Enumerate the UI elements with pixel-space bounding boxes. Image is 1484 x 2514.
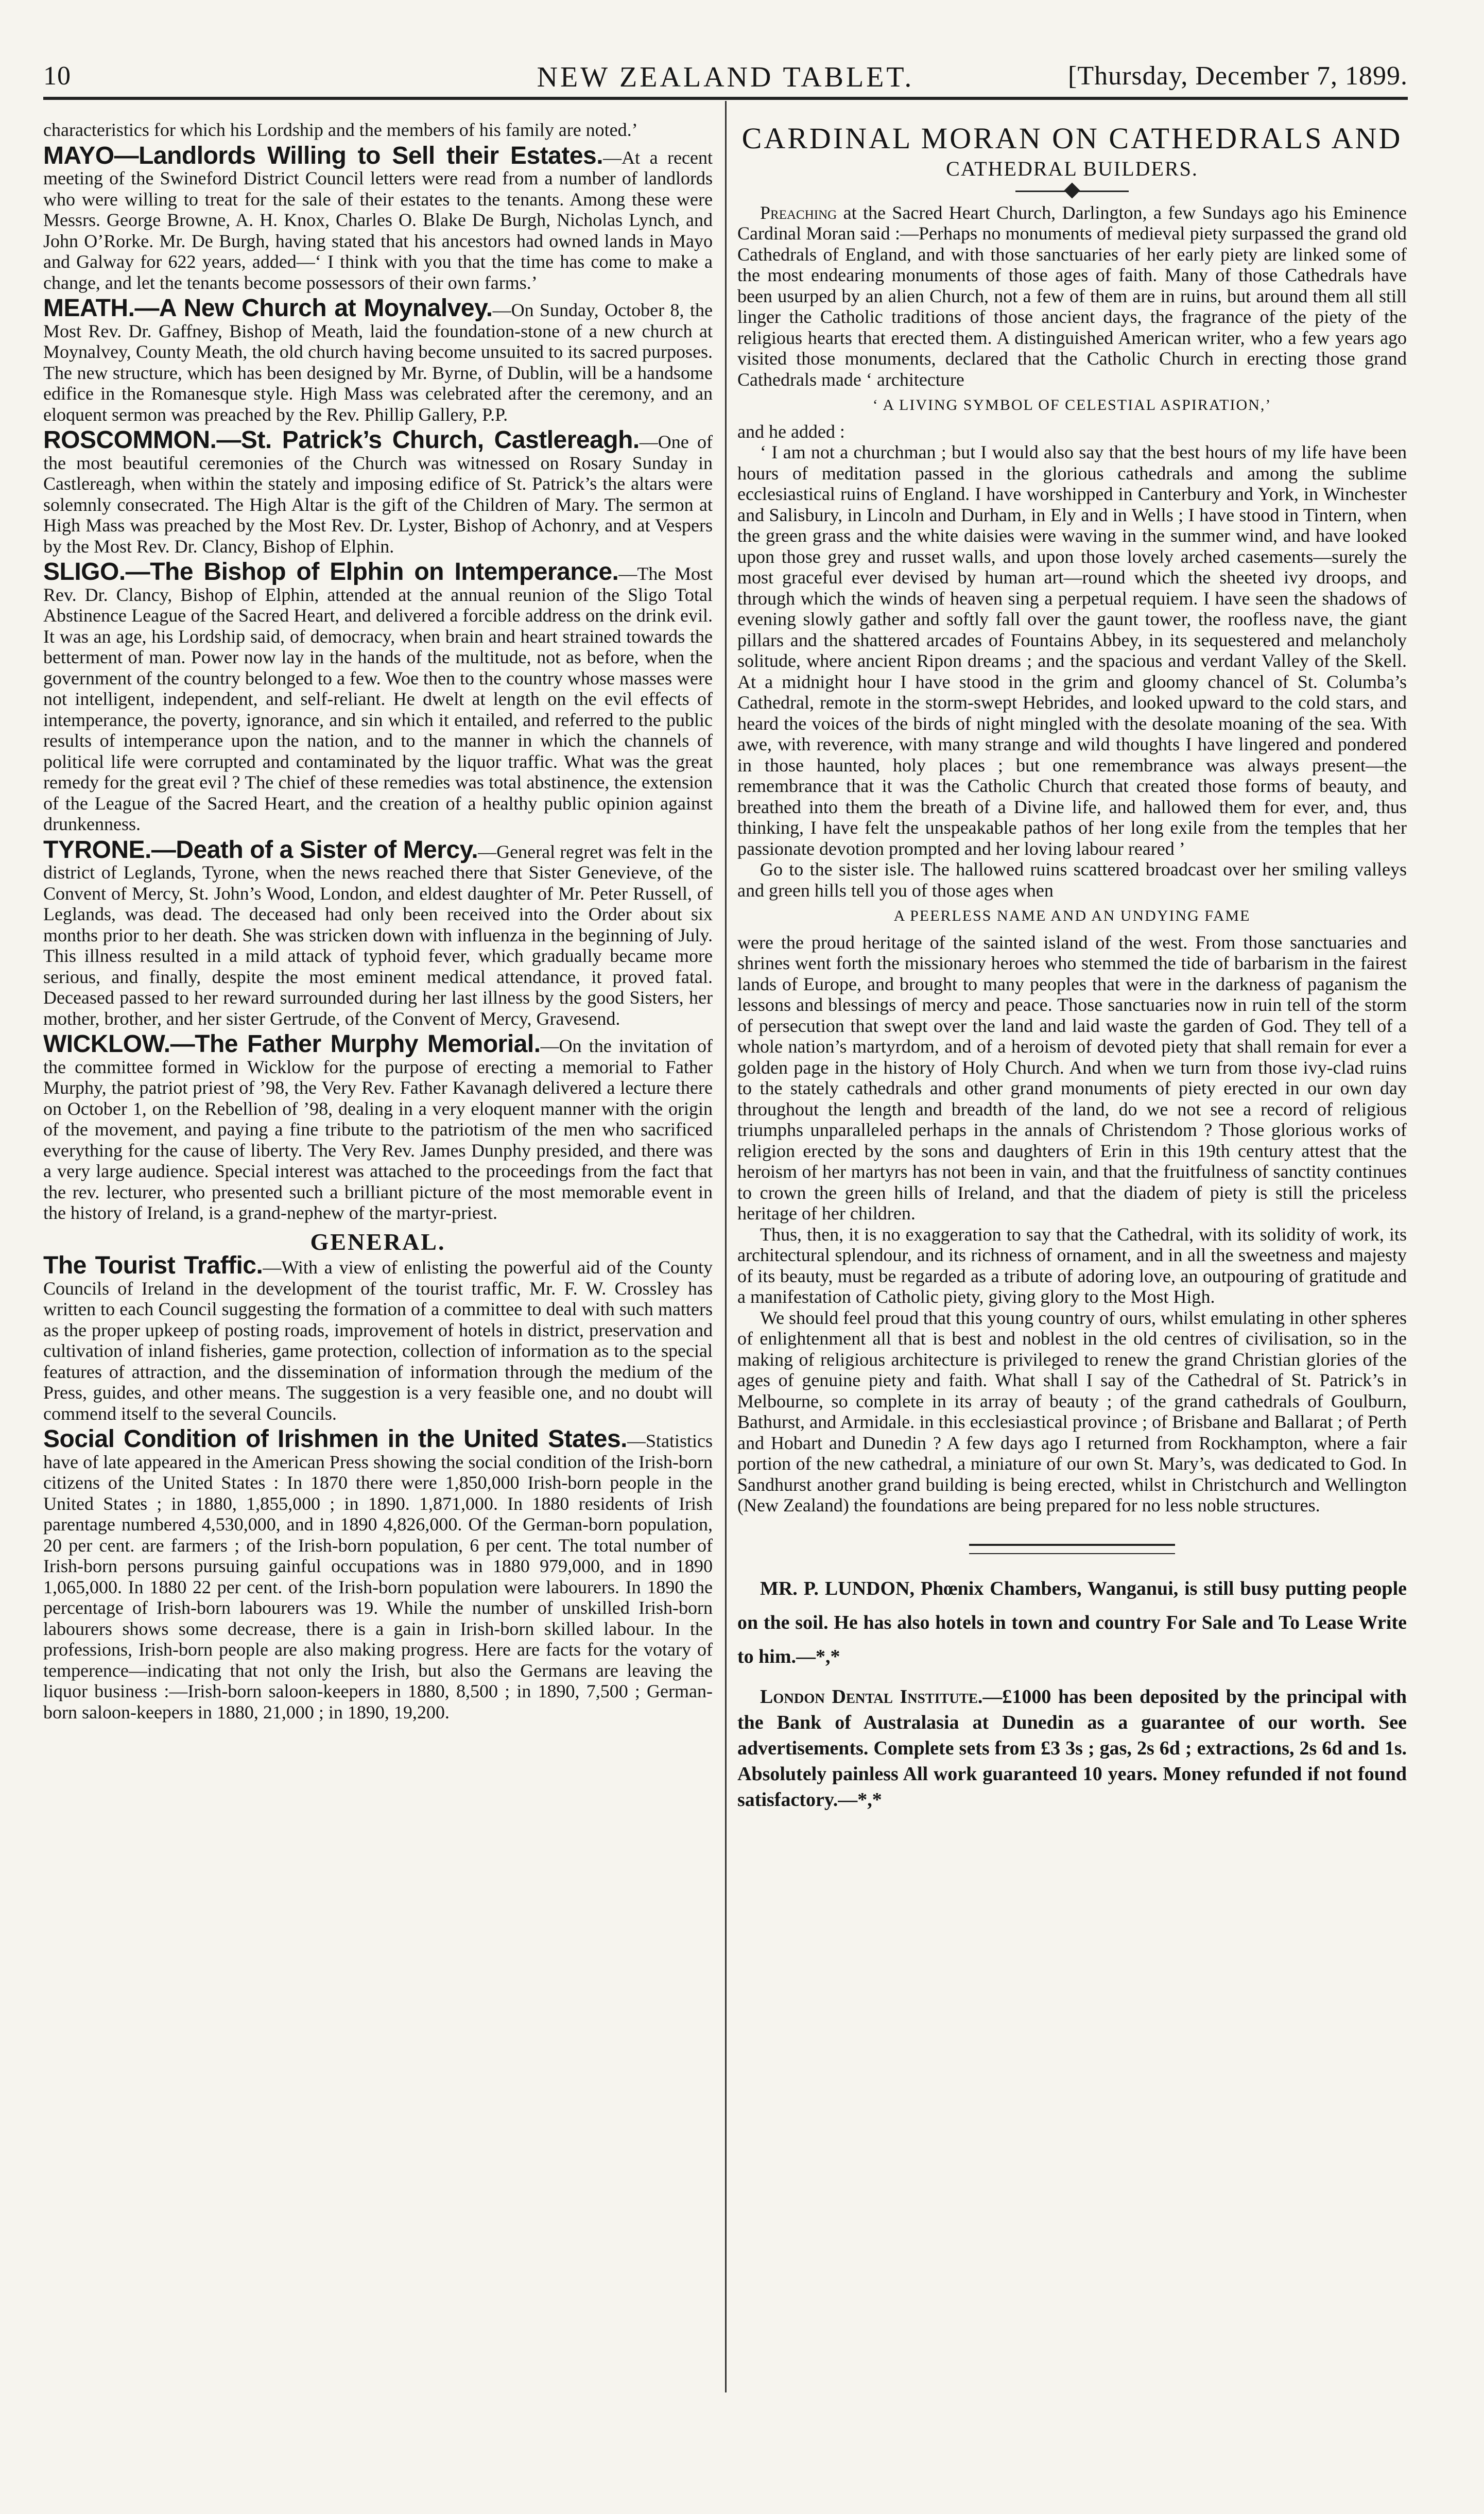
article-body: —On the invitation of the committee formed in Wicklow for the purpose of erecting a memorial to Father Murphy, the patriot priest of ’98, the Very Rev. Father Kavanagh delivered a lecture there on October 1, on the Rebellion of ’98, dealing in a very eloquent manner with the origin of the movement, and paying a fine tribute to the patriotism of the men who sacrificed everything for the cause of liberty. The Very Rev. James Dunphy presided, and there was a very large audience. Special interest was attached to the proceedings from the fact that the rev. lecturer, who presented such a brilliant picture of the most memorable event in the history of Ireland, is a grand-nephew of the martyr-priest. — [43, 1036, 713, 1223]
cardinal-paragraph: We should feel proud that this young country of ours, whilst emulating in other spheres of enlightenment all that is best and noblest in the old centres of civilisation, so in the making of religious architecture is privileged to renew the grand Christian glories of the ages of genuine piety and faith. What shall I say of the Cathedral of St. Patrick’s in Melbourne, so complete in its array of beauty ; of the grand cathedrals of Goulburn, Bathurst, and Armidale. in this ecclesiastical province ; of Brisbane and Ballarat ; of Perth and Hobart and Dunedin ? A few days ago I returned from Rockhampton, where a fair portion of the new cathedral, a miniature of our own St. Mary’s, was dedicated to God. In Sandhurst another grand building is being erected, whilst in Christchurch and Wellington (New Zealand) the foundations are being prepared for no less noble structures. — [737, 1307, 1407, 1516]
article-body: —With a view of enlisting the powerful aid of the County Councils of Ireland in the development of the tourist traffic, Mr. F. W. Crossley has written to each Council suggesting the formation of a committee to deal with such matters as the proper upkeep of posting roads, improvement of hotels in district, preservation and cultivation of inland fisheries, game protection, collection of information as to the special features of attraction, and the dissemination of information through the medium of the Press, guides, and other means. The suggestion is a very feasible one, and no doubt will commend itself to the several Councils. — [43, 1257, 713, 1424]
section-divider — [969, 1544, 1175, 1554]
article-body: —The Most Rev. Dr. Clancy, Bishop of Elphin, attended at the annual reunion of the Sligo Total Abstinence League of the Sacred Heart, and delivered a forcible address on the drink evil. It was an age, his Lordship said, of democracy, when brain and heart strained towards the betterment of man. Power now lay in the hands of the multitude, not as before, when the government of the country belonged to a few. Woe then to the country whose masses were not intelligent, independent, and self-reliant. He dwelt at length on the evil effects of intemperance, the poverty, ignorance, and sin which it entailed, and referred to the public results of intemperance upon the nation, and to the manner in which the channels of political life were corrupted and contaminated by the liquor traffic. What was the great remedy for the great evil ? The chief of these remedies was total abstinence, the extension of the League of the Sacred Heart, and the creation of a healthy public opinion against drunkenness. — [43, 563, 713, 834]
article-tourist — [43, 1252, 713, 1424]
article-tyrone — [43, 836, 713, 1029]
article-body: —General regret was felt in the district of Leglands, Tyrone, when the news reached there that Sister Genevieve, of the Convent of Mercy, St. John’s Wood, London, and eldest daughter of Mr. Peter Russell, of Leglands, was dead. The deceased had only been received into the Order about six months prior to her death. She was stricken down with influenza in the beginning of July. This illness resulted in a mild attack of typhoid fever, which gradually became more serious, and finally, despite the most eminent medical attendance, it proved fatal. Deceased passed to her reward surrounded during her last illness by the good Sisters, her mother, brother, and her sister Gertrude, of the Convent of Mercy, Gravesend. — [43, 841, 713, 1029]
left-column — [43, 119, 713, 1723]
article-subtitle: CATHEDRAL BUILDERS. — [946, 157, 1198, 180]
inline-caption: A PEERLESS NAME AND AN UNDYING FAME — [893, 907, 1251, 924]
intro-paragraph: characteristics for which his Lordship and the members of his family are noted.’ — [43, 119, 638, 140]
article-social — [43, 1425, 713, 1723]
article-heading: WICKLOW.—The Father Murphy Memorial. — [43, 1030, 541, 1058]
article-heading: MEATH.—A New Church at Moynalvey. — [43, 295, 493, 322]
cardinal-paragraph: Preaching at the Sacred Heart Church, Darlington, a few Sundays ago his Eminence Cardinal Moran said :—Perhaps no monuments of medieval piety surpassed the grand old Cathedrals of England, and with those sanctuaries of her early piety are linked some of the most endearing monuments of those ages of faith. Many of those Cathedrals have been usurped by an alien Church, not a few of them are in ruins, but around them all still linger the Catholic traditions of those ancient days, the fragrance of the piety of the religious hearts that erected them. A distinguished American writer, who a few years ago visited those monuments, declared that the Catholic Church in erecting those grand Cathedrals made ‘ architecture — [737, 202, 1407, 390]
article-heading: MAYO—Landlords Willing to Sell their Estates. — [43, 142, 603, 169]
cardinal-paragraph: Go to the sister isle. The hallowed ruins scattered broadcast over her smiling valleys and green hills tell you of those ages when — [737, 859, 1407, 901]
article-roscommon — [43, 426, 713, 557]
ornament-rule — [737, 180, 1407, 202]
article-meath — [43, 295, 713, 425]
article-heading: ROSCOMMON.—St. Patrick’s Church, Castlereagh. — [43, 426, 640, 454]
article-title: CARDINAL MORAN ON CATHEDRALS AND — [741, 122, 1403, 155]
article-heading: Social Condition of Irishmen in the United States. — [43, 1425, 627, 1453]
page-number: 10 — [43, 61, 71, 91]
diamond-icon — [1064, 182, 1080, 198]
cardinal-paragraph: were the proud heritage of the sainted island of the west. From those sanctuaries and shrines went forth the missionary heroes who stemmed the tide of barbarism in the fairest lands of Europe, and brought to many peoples that were in the darkness of paganism the lessons and blessings of mercy and peace. Those sanctuaries now in ruin tell of the storm of persecution that swept over the land and laid waste the garden of God. They tell of a whole nation’s martyrdom, and of a heroism of devoted piety that shall remain for ever a golden page in the history of Holy Church. And when we turn from those ivy-clad ruins to the stately cathedrals and other grand monuments of piety erected in our own day throughout the length and breadth of the land, do we not see a record of religious triumphs unparalleled perhaps in the annals of Christendom ? Those glorious works of religion erected by the sons and daughters of Erin in this 19th century attest that the heroism of her martyrs has not been in vain, and that the fruitfulness of sanctity continues to crown the green hills of Ireland, and that the diadem of piety is still the priceless heritage of her children. — [737, 932, 1407, 1224]
article-sligo — [43, 558, 713, 835]
ad-heading: London Dental Institute. — [760, 1685, 983, 1708]
newspaper-title: NEW ZEALAND TABLET. — [537, 61, 914, 93]
column-divider — [725, 101, 727, 2392]
cardinal-paragraph: and he added : — [737, 421, 845, 442]
article-wicklow — [43, 1030, 713, 1224]
issue-date: [Thursday, December 7, 1899. — [1068, 61, 1408, 91]
article-heading: The Tourist Traffic. — [43, 1252, 263, 1279]
drop-lead: Preaching — [760, 202, 837, 223]
advertisement-lundon: MR. P. LUNDON, Phœnix Chambers, Wanganui, is still busy putting people on the soil. He has also hotels in town and country For Sale and To Lease Write to him.—*,* — [737, 1577, 1407, 1667]
cardinal-paragraph: ‘ I am not a churchman ; but I would also say that the best hours of my life have been hours of meditation passed in the glorious cathedrals and among the sublime ecclesiastical ruins of England. I have worshipped in Canterbury and York, in Winchester and Salisbury, in Lincoln and Durham, in Ely and in Wells ; I have stood in Tintern, when the green grass and the white daisies were waving in the summer wind, and have looked upon those grey and russet walls, and upon those lovely arched casements—surely the most graceful ever devised by human art—round which the sheeted ivy droops, and through which the winds of heaven sing a perpetual requiem. I have seen the shadows of evening slowly gather and softly fall over the gaunt tower, the roofless nave, the giant pillars and the shattered arcades of Fountains Abbey, in its sequestered and melancholy solitude, where ancient Ripon dreams ; and the spacious and verdant Valley of the Skell. At a midnight hour I have stood in the grim and gloomy chancel of St. Columba’s Cathedral, remote in the storm-swept Hebrides, and looked upward to the cold stars, and heard the voices of the birds of night mingled with the desolate moaning of the sea. With awe, with reverence, with many strange and wild thoughts I have lingered and pondered in those haunted, holy places ; but one remembrance was always present—the remembrance that it was the Catholic Church that created those forms of beauty, and breathed into them the breath of a Divine life, and hallowed them for ever, and, thus thinking, I have felt the unspeakable pathos of her long exile from the temples that her passionate devotion prompted and her loving labour reared ’ — [737, 442, 1407, 859]
article-heading: TYRONE.—Death of a Sister of Mercy. — [43, 836, 478, 864]
article-body: —At a recent meeting of the Swineford District Council letters were read from a number of landlords who were willing to treat for the sale of their estates to the tenants. Among these were Messrs. George Browne, A. H. Knox, Charles O. Blake De Burgh, Nicholas Lynch, and John O’Rorke. Mr. De Burgh, having stated that his ancestors had owned lands in Mayo and Galway for 622 years, added—‘ I think with you that the time has come to make a change, and let the tenants become possessors of their own farms.’ — [43, 147, 713, 293]
masthead — [43, 61, 1408, 102]
section-heading-general: GENERAL. — [310, 1228, 446, 1255]
article-body: —Statistics have of late appeared in the American Press showing the social condition of the Irish-born citizens of the United States : In 1870 there were 1,850,000 Irish-born people in the United States ; in 1880, 1,855,000 ; in 1890. 1,871,000. In 1880 residents of Irish parentage numbered 4,530,000, and in 1890 4,826,000. Of the German-born population, 20 per cent. are farmers ; of the Irish-born population, 6 per cent. The total number of Irish-born persons pursuing gainful occupations was in 1880 979,000, and in 1890 1,065,000. In 1880 22 per cent. of the Irish-born population were labourers. In 1890 the percentage of Irish-born labourers was 19. While the number of unskilled Irish-born labourers shows some decrease, there is a gain in Irish-born skilled labour. In the professions, Irish-born people are also making progress. Here are facts for the votary of temperence—indicating that not only the Irish, but also the Germans are leaving the liquor business :—Irish-born saloon-keepers in 1880, 8,500 ; in 1890, 7,500 ; German-born saloon-keepers in 1880, 21,000 ; in 1890, 19,200. — [43, 1431, 713, 1723]
article-body: —One of the most beautiful ceremonies of the Church was witnessed on Rosary Sunday in Castlereagh, when within the stately and imposing edifice of St. Patrick’s the altars were solemnly consecrated. The High Altar is the gift of the Children of Mary. The sermon at High Mass was preached by the Most Rev. Dr. Lyster, Bishop of Achonry, and at Vespers by the Most Rev. Dr. Clancy, Bishop of Elphin. — [43, 432, 713, 557]
right-column — [737, 119, 1407, 1813]
article-body: —On Sunday, October 8, the Most Rev. Dr. Gaffney, Bishop of Meath, laid the foundation-stone of a new church at Moynalvey, County Meath, the old church having become unsuited to its sacred purposes. The new structure, which has been designed by Mr. Byrne, of Dublin, will be a handsome edifice in the Romanesque style. High Mass was celebrated after the ceremony, and an eloquent sermon was preached by the Rev. Phillip Gallery, P.P. — [43, 300, 713, 425]
article-mayo — [43, 142, 713, 294]
article-heading: SLIGO.—The Bishop of Elphin on Intemperance. — [43, 558, 619, 586]
advertisement-dental: London Dental Institute.—£1000 has been deposited by the principal with the Bank of Australasia at Dunedin as a guarantee of our worth. See advertisements. Complete sets from £3 3s ; gas, 2s 6d ; extractions, 2s 6d and 1s. Absolutely painless All work guaranteed 10 years. Money refunded if not found satisfactory.—*,* — [737, 1685, 1407, 1811]
masthead-rule — [43, 97, 1408, 100]
inline-caption: ‘ A LIVING SYMBOL OF CELESTIAL ASPIRATION,’ — [872, 397, 1272, 414]
cardinal-paragraph: Thus, then, it is no exaggeration to say that the Cathedral, with its solidity of work, its architectural splendour, and its richness of ornament, and in all the sweetness and majesty of its beauty, must be regarded as a tribute of adoring love, an outpouring of gratitude and a manifestation of Catholic piety, giving glory to the Most High. — [737, 1224, 1407, 1307]
